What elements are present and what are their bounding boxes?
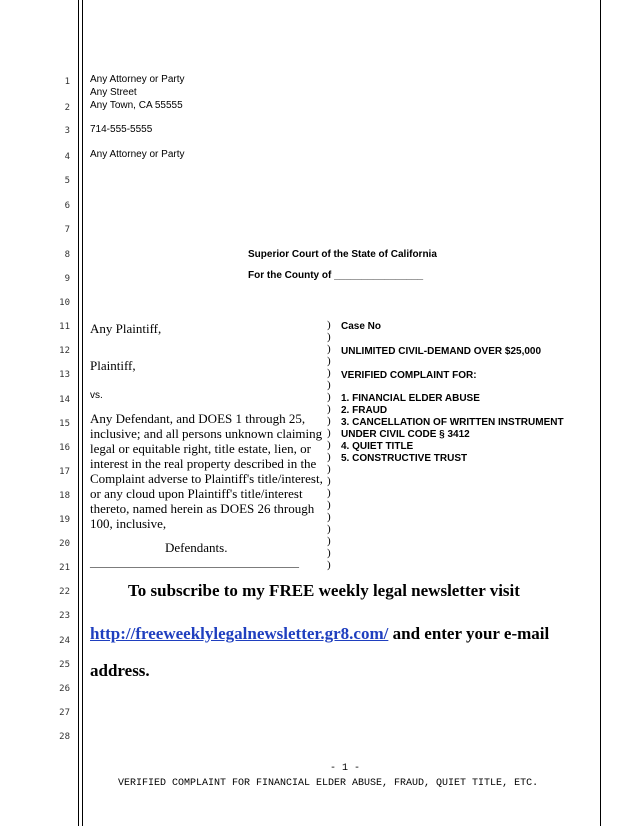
line-number: 7	[64, 225, 70, 235]
paren: )	[327, 319, 331, 331]
paren: )	[327, 343, 331, 355]
line-number: 26	[59, 684, 70, 694]
paren: )	[327, 391, 331, 403]
attorney-street: Any Street	[90, 87, 137, 98]
line-number: 3	[64, 126, 70, 136]
line-number: 2	[64, 103, 70, 113]
plaintiff-role: Plaintiff,	[90, 358, 136, 373]
line-number: 15	[59, 419, 70, 429]
attorney-phone: 714-555-5555	[90, 124, 153, 135]
line-number: 19	[59, 515, 70, 525]
paren: )	[327, 463, 331, 475]
line-number: 16	[59, 443, 70, 453]
paren: )	[327, 403, 331, 415]
paren: )	[327, 331, 331, 343]
newsletter-line-2	[90, 624, 549, 644]
line-number: 11	[59, 322, 70, 332]
defendant-line: inclusive; and all persons unknown claiming	[90, 426, 323, 441]
line-number: 28	[59, 732, 70, 742]
line-number: 20	[59, 539, 70, 549]
line-number: 27	[59, 708, 70, 718]
paren: )	[327, 475, 331, 487]
line-number: 13	[59, 370, 70, 380]
case-jurisdiction: UNLIMITED CIVIL-DEMAND OVER $25,000	[341, 346, 542, 357]
left-margin-rule-inner	[82, 0, 83, 826]
line-number: 22	[59, 587, 70, 597]
attorney-for: Any Attorney or Party	[90, 149, 185, 160]
complaint-for: VERIFIED COMPLAINT FOR:	[341, 370, 477, 381]
cause-of-action: 4. QUIET TITLE	[341, 441, 414, 452]
paren: )	[327, 415, 331, 427]
newsletter-line-1: To subscribe to my FREE weekly legal newsletter visit	[128, 581, 520, 600]
attorney-name: Any Attorney or Party	[90, 74, 185, 85]
line-number: 9	[64, 274, 70, 284]
cause-of-action: 2. FRAUD	[341, 405, 388, 416]
newsletter-after-link: and enter your e-mail	[388, 624, 550, 643]
line-number: 25	[59, 660, 70, 670]
paren: )	[327, 559, 331, 571]
defendant-line: 100, inclusive,	[90, 516, 167, 531]
line-number: 12	[59, 346, 70, 356]
cause-of-action: UNDER CIVIL CODE § 3412	[341, 429, 470, 440]
line-number: 18	[59, 491, 70, 501]
line-number: 8	[64, 250, 70, 260]
paren: )	[327, 427, 331, 439]
caption-underline: ______________________________________	[90, 557, 299, 569]
line-number: 24	[59, 636, 70, 646]
paren: )	[327, 355, 331, 367]
defendant-line: Any Defendant, and DOES 1 through 25,	[90, 411, 306, 426]
paren: )	[327, 367, 331, 379]
left-margin-rule-outer	[78, 0, 79, 826]
defendants-label: Defendants.	[165, 540, 228, 555]
line-number: 14	[59, 395, 70, 405]
line-number: 4	[64, 152, 70, 162]
cause-of-action: 1. FINANCIAL ELDER ABUSE	[341, 393, 480, 404]
defendant-line: Complaint adverse to Plaintiff's title/interest,	[90, 471, 323, 486]
footer-title: VERIFIED COMPLAINT FOR FINANCIAL ELDER ABUSE, FRAUD, QUIET TITLE, ETC.	[118, 778, 539, 789]
line-number: 17	[59, 467, 70, 477]
line-number: 21	[59, 563, 70, 573]
defendant-line: or any cloud upon Plaintiff's title/interest	[90, 486, 303, 501]
defendant-line: thereto, named herein as DOES 26 through	[90, 501, 315, 516]
paren: )	[327, 487, 331, 499]
paren: )	[327, 451, 331, 463]
court-county: For the County of ________________	[248, 270, 424, 281]
versus-label: vs.	[90, 390, 103, 401]
case-number: Case No	[341, 321, 382, 332]
defendant-line: interest in the real property described in the	[90, 456, 317, 471]
paren: )	[327, 439, 331, 451]
paren: )	[327, 535, 331, 547]
attorney-city: Any Town, CA 55555	[90, 100, 183, 111]
newsletter-link[interactable]: http://freeweeklylegalnewsletter.gr8.com/	[90, 624, 389, 643]
cause-of-action: 3. CANCELLATION OF WRITTEN INSTRUMENT	[341, 417, 564, 428]
line-number: 10	[59, 298, 70, 308]
paren: )	[327, 523, 331, 535]
line-number: 5	[64, 176, 70, 186]
right-margin-rule	[600, 0, 601, 826]
court-name: Superior Court of the State of California	[248, 249, 437, 260]
cause-of-action: 5. CONSTRUCTIVE TRUST	[341, 453, 468, 464]
newsletter-line-3: address.	[90, 661, 150, 680]
paren: )	[327, 511, 331, 523]
line-number: 6	[64, 201, 70, 211]
paren: )	[327, 547, 331, 559]
page-number: - 1 -	[330, 763, 361, 774]
paren: )	[327, 379, 331, 391]
line-number: 1	[64, 77, 70, 87]
paren: )	[327, 499, 331, 511]
plaintiff-name: Any Plaintiff,	[90, 321, 162, 336]
defendant-line: legal or equitable right, title estate, lien, or	[90, 441, 311, 456]
line-number: 23	[59, 611, 70, 621]
